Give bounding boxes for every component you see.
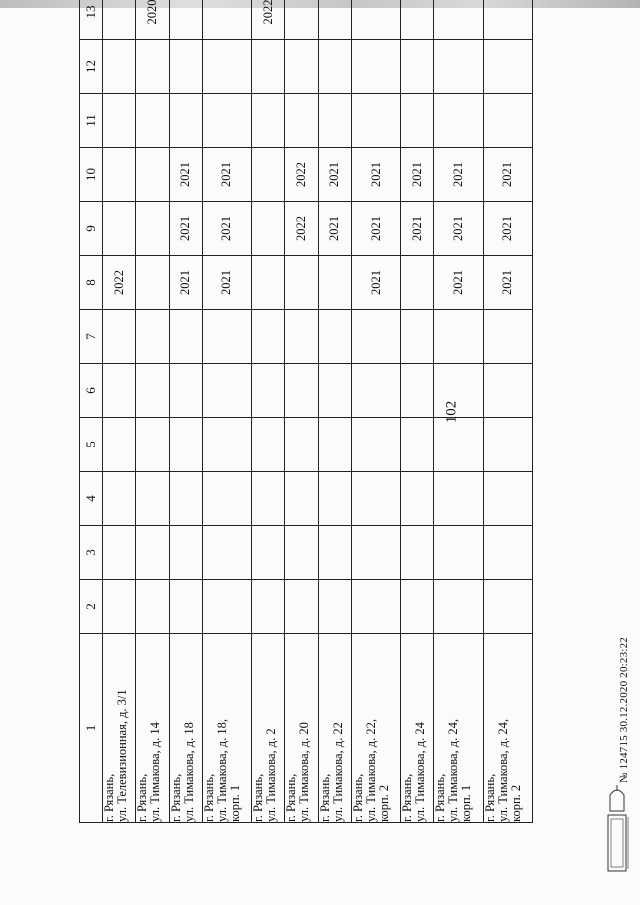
- year-cell: [434, 0, 483, 40]
- table-row: [401, 0, 434, 823]
- column-header-12: 12: [80, 40, 103, 94]
- year-cell: [351, 364, 400, 418]
- year-cell: [351, 526, 400, 580]
- column-header-7: 7: [80, 310, 103, 364]
- year-cell: [401, 310, 434, 364]
- year-cell: [351, 310, 400, 364]
- year-cell: [169, 94, 202, 148]
- table-row: [136, 0, 169, 823]
- year-cell: 2021: [202, 148, 251, 202]
- year-cell: [103, 526, 136, 580]
- year-cell: [401, 0, 434, 40]
- column-header-10: 10: [80, 148, 103, 202]
- year-cell: [169, 472, 202, 526]
- year-cell: 2021: [401, 202, 434, 256]
- column-header-11: 11: [80, 94, 103, 148]
- year-cell: [136, 472, 169, 526]
- year-cell: [318, 0, 351, 40]
- year-cell: [252, 580, 285, 634]
- year-cell: [401, 364, 434, 418]
- year-cell: 2021: [401, 148, 434, 202]
- table-body: [103, 0, 533, 823]
- year-cell: [202, 418, 251, 472]
- year-cell: [351, 40, 400, 94]
- year-cell: [351, 0, 400, 40]
- year-cell: [169, 364, 202, 418]
- year-cell: [136, 256, 169, 310]
- year-cell: 2021: [318, 202, 351, 256]
- year-cell: 2021: [483, 256, 532, 310]
- year-cell: [202, 0, 251, 40]
- year-cell: [103, 202, 136, 256]
- year-cell: [103, 0, 136, 40]
- year-cell: [483, 580, 532, 634]
- year-cell: [434, 472, 483, 526]
- year-cell: 2021: [434, 148, 483, 202]
- address-cell: г. Рязань, ул. Тимакова, д. 24, корп. 2: [483, 634, 532, 823]
- year-cell: [136, 40, 169, 94]
- year-cell: [483, 310, 532, 364]
- year-cell: [401, 40, 434, 94]
- table-row: [103, 0, 136, 823]
- year-cell: [285, 256, 318, 310]
- year-cell: 2021: [351, 256, 400, 310]
- year-cell: [252, 472, 285, 526]
- year-cell: [169, 580, 202, 634]
- address-cell: г. Рязань, ул. Тимакова, д. 24: [401, 634, 434, 823]
- table-row: [202, 0, 251, 823]
- year-cell: [169, 526, 202, 580]
- year-cell: [252, 526, 285, 580]
- year-cell: [202, 580, 251, 634]
- year-cell: [318, 580, 351, 634]
- address-cell: г. Рязань, ул. Тимакова, д. 24, корп. 1: [434, 634, 483, 823]
- year-cell: [136, 418, 169, 472]
- year-cell: [169, 418, 202, 472]
- year-cell: 2021: [318, 148, 351, 202]
- year-cell: [202, 472, 251, 526]
- year-cell: [285, 526, 318, 580]
- address-cell: г. Рязань, ул. Тимакова, д. 20: [285, 634, 318, 823]
- year-cell: [136, 526, 169, 580]
- year-cell: [483, 94, 532, 148]
- year-cell: [136, 580, 169, 634]
- year-cell: [401, 526, 434, 580]
- year-cell: [483, 0, 532, 40]
- year-cell: 2021: [202, 256, 251, 310]
- column-header-8: 8: [80, 256, 103, 310]
- year-cell: [285, 472, 318, 526]
- column-header-5: 5: [80, 418, 103, 472]
- year-cell: 2020: [136, 0, 169, 40]
- year-cell: [252, 364, 285, 418]
- year-cell: 2022: [252, 0, 285, 40]
- year-cell: [285, 40, 318, 94]
- year-cell: [103, 364, 136, 418]
- year-cell: [136, 364, 169, 418]
- year-cell: [351, 472, 400, 526]
- year-cell: [285, 418, 318, 472]
- year-cell: [401, 418, 434, 472]
- year-cell: [318, 40, 351, 94]
- year-cell: [285, 310, 318, 364]
- year-cell: [401, 472, 434, 526]
- column-header-9: 9: [80, 202, 103, 256]
- year-cell: [434, 418, 483, 472]
- year-cell: [285, 364, 318, 418]
- document-table-container: [79, 0, 533, 823]
- year-cell: [252, 148, 285, 202]
- column-header-6: 6: [80, 364, 103, 418]
- year-cell: [252, 94, 285, 148]
- year-cell: [401, 580, 434, 634]
- year-cell: [483, 526, 532, 580]
- year-cell: 2021: [483, 148, 532, 202]
- year-cell: 2021: [202, 202, 251, 256]
- address-cell: г. Рязань, ул. Тимакова, д. 18, корп. 1: [202, 634, 251, 823]
- year-cell: 2021: [169, 256, 202, 310]
- year-cell: [103, 40, 136, 94]
- address-cell: г. Рязань, ул. Тимакова, д. 22, корп. 2: [351, 634, 400, 823]
- table-row: [351, 0, 400, 823]
- year-cell: [351, 580, 400, 634]
- year-cell: [103, 418, 136, 472]
- year-cell: [252, 418, 285, 472]
- year-cell: [169, 310, 202, 364]
- year-cell: [169, 40, 202, 94]
- year-cell: 2021: [483, 202, 532, 256]
- table-row: [252, 0, 285, 823]
- year-cell: [434, 526, 483, 580]
- year-cell: [202, 526, 251, 580]
- year-cell: [252, 202, 285, 256]
- table-row: [169, 0, 202, 823]
- year-cell: [136, 148, 169, 202]
- year-cell: 2021: [169, 202, 202, 256]
- year-cell: [103, 472, 136, 526]
- column-header-13: 13: [80, 0, 103, 40]
- year-cell: [483, 418, 532, 472]
- year-cell: [401, 94, 434, 148]
- year-cell: [103, 94, 136, 148]
- year-cell: [136, 202, 169, 256]
- year-cell: [103, 310, 136, 364]
- year-cell: [318, 256, 351, 310]
- year-cell: [434, 310, 483, 364]
- year-cell: [318, 526, 351, 580]
- year-cell: [285, 94, 318, 148]
- year-cell: 2021: [351, 148, 400, 202]
- year-cell: [483, 40, 532, 94]
- year-cell: [318, 472, 351, 526]
- year-cell: [252, 310, 285, 364]
- year-cell: 2021: [351, 202, 400, 256]
- table-header-row: [80, 0, 103, 823]
- year-cell: [285, 580, 318, 634]
- year-cell: [318, 310, 351, 364]
- year-cell: 2022: [103, 256, 136, 310]
- year-cell: [351, 94, 400, 148]
- year-cell: 2022: [285, 202, 318, 256]
- year-cell: [318, 364, 351, 418]
- year-cell: [434, 364, 483, 418]
- year-cell: [103, 580, 136, 634]
- year-cell: [483, 472, 532, 526]
- year-cell: [434, 94, 483, 148]
- table-row: [483, 0, 532, 823]
- column-header-4: 4: [80, 472, 103, 526]
- document-registration-number: № 124715 30.12.2020 20:23:22: [618, 637, 630, 783]
- year-cell: [202, 364, 251, 418]
- column-header-3: 3: [80, 526, 103, 580]
- year-cell: [252, 256, 285, 310]
- page-number: 102: [443, 400, 460, 424]
- schedule-table: [79, 0, 533, 823]
- year-cell: [202, 94, 251, 148]
- year-cell: [252, 40, 285, 94]
- address-cell: г. Рязань, ул. Тимакова, д. 2: [252, 634, 285, 823]
- address-cell: г. Рязань, ул. Тимакова, д. 18: [169, 634, 202, 823]
- year-cell: [202, 40, 251, 94]
- year-cell: [483, 364, 532, 418]
- address-cell: г. Рязань, ул. Тимакова, д. 22: [318, 634, 351, 823]
- year-cell: 2021: [434, 256, 483, 310]
- year-cell: [169, 0, 202, 40]
- table-row: [434, 0, 483, 823]
- year-cell: 2021: [434, 202, 483, 256]
- year-cell: [136, 310, 169, 364]
- table-row: [285, 0, 318, 823]
- address-cell: г. Рязань, ул. Телевизионная, д. 3/1: [103, 634, 136, 823]
- year-cell: 2021: [169, 148, 202, 202]
- address-cell: г. Рязань, ул. Тимакова, д. 14: [136, 634, 169, 823]
- column-header-2: 2: [80, 580, 103, 634]
- year-cell: 2022: [285, 148, 318, 202]
- column-header-1: 1: [80, 634, 103, 823]
- year-cell: [351, 418, 400, 472]
- year-cell: [318, 418, 351, 472]
- year-cell: [434, 40, 483, 94]
- year-cell: [285, 0, 318, 40]
- year-cell: [103, 148, 136, 202]
- table-row: [318, 0, 351, 823]
- year-cell: [401, 256, 434, 310]
- year-cell: [434, 580, 483, 634]
- year-cell: [318, 94, 351, 148]
- year-cell: [136, 94, 169, 148]
- year-cell: [202, 310, 251, 364]
